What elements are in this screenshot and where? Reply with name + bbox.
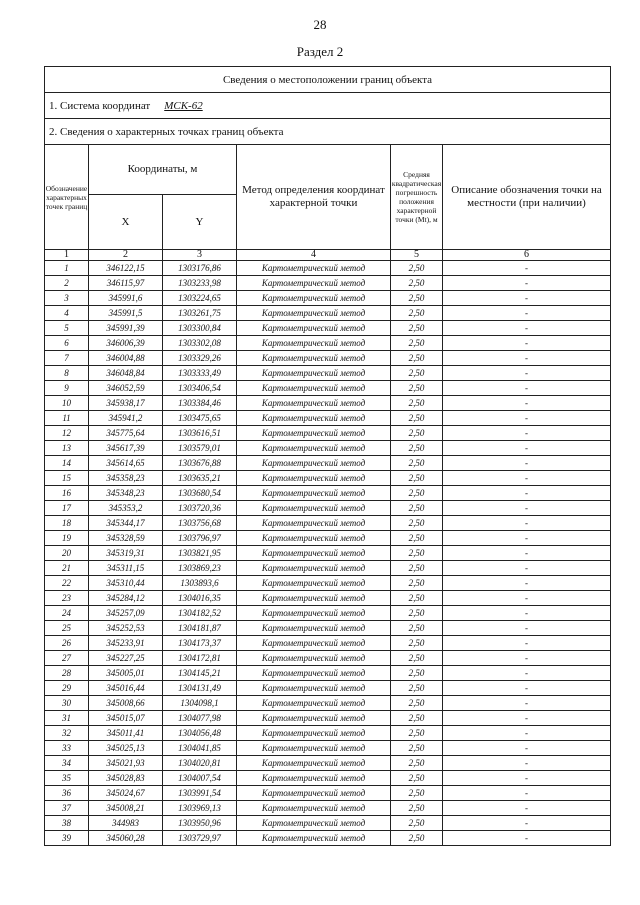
y-coordinate-cell: 1304041,85 bbox=[163, 741, 237, 756]
method-cell: Картометрический метод bbox=[237, 501, 391, 516]
y-coordinate-cell: 1303224,65 bbox=[163, 291, 237, 306]
table-row bbox=[45, 726, 611, 741]
table-row bbox=[45, 741, 611, 756]
y-coordinate-cell: 1303969,13 bbox=[163, 801, 237, 816]
x-coordinate-cell: 345227,25 bbox=[89, 651, 163, 666]
error-cell: 2,50 bbox=[391, 396, 443, 411]
point-number-cell: 14 bbox=[45, 456, 89, 471]
point-number-cell: 35 bbox=[45, 771, 89, 786]
y-coordinate-cell: 1303616,51 bbox=[163, 426, 237, 441]
description-cell: - bbox=[443, 276, 611, 291]
error-cell: 2,50 bbox=[391, 621, 443, 636]
table-row bbox=[45, 696, 611, 711]
point-number-cell: 37 bbox=[45, 801, 89, 816]
method-cell: Картометрический метод bbox=[237, 531, 391, 546]
method-cell: Картометрический метод bbox=[237, 681, 391, 696]
error-cell: 2,50 bbox=[391, 756, 443, 771]
y-coordinate-cell: 1303676,88 bbox=[163, 456, 237, 471]
y-coordinate-cell: 1303991,54 bbox=[163, 786, 237, 801]
table-row bbox=[45, 651, 611, 666]
x-coordinate-cell: 345353,2 bbox=[89, 501, 163, 516]
point-number-cell: 30 bbox=[45, 696, 89, 711]
table-row bbox=[45, 501, 611, 516]
error-cell: 2,50 bbox=[391, 441, 443, 456]
header-designation: Обозначение характерных точек границ bbox=[45, 145, 89, 250]
y-coordinate-cell: 1303261,75 bbox=[163, 306, 237, 321]
table-row bbox=[45, 306, 611, 321]
point-number-cell: 39 bbox=[45, 831, 89, 846]
point-number-cell: 27 bbox=[45, 651, 89, 666]
y-coordinate-cell: 1304020,81 bbox=[163, 756, 237, 771]
table-row bbox=[45, 381, 611, 396]
table-row bbox=[45, 411, 611, 426]
x-coordinate-cell: 345252,53 bbox=[89, 621, 163, 636]
table-row bbox=[45, 666, 611, 681]
method-cell: Картометрический метод bbox=[237, 636, 391, 651]
y-coordinate-cell: 1304077,98 bbox=[163, 711, 237, 726]
point-number-cell: 32 bbox=[45, 726, 89, 741]
method-cell: Картометрический метод bbox=[237, 396, 391, 411]
error-cell: 2,50 bbox=[391, 516, 443, 531]
coordinate-system-label: 1. Система координат bbox=[49, 99, 151, 112]
x-coordinate-cell: 345060,28 bbox=[89, 831, 163, 846]
point-number-cell: 22 bbox=[45, 576, 89, 591]
method-cell: Картометрический метод bbox=[237, 666, 391, 681]
point-number-cell: 5 bbox=[45, 321, 89, 336]
table-row bbox=[45, 531, 611, 546]
method-cell: Картометрический метод bbox=[237, 651, 391, 666]
header-description: Описание обозначения точки на местности (при наличии) bbox=[443, 145, 611, 250]
x-coordinate-cell: 345016,44 bbox=[89, 681, 163, 696]
y-coordinate-cell: 1304173,37 bbox=[163, 636, 237, 651]
description-cell: - bbox=[443, 696, 611, 711]
point-number-cell: 8 bbox=[45, 366, 89, 381]
point-number-cell: 26 bbox=[45, 636, 89, 651]
table-row bbox=[45, 471, 611, 486]
method-cell: Картометрический метод bbox=[237, 801, 391, 816]
y-coordinate-cell: 1304131,49 bbox=[163, 681, 237, 696]
method-cell: Картометрический метод bbox=[237, 546, 391, 561]
error-cell: 2,50 bbox=[391, 831, 443, 846]
y-coordinate-cell: 1304182,52 bbox=[163, 606, 237, 621]
description-cell: - bbox=[443, 321, 611, 336]
error-cell: 2,50 bbox=[391, 771, 443, 786]
point-number-cell: 29 bbox=[45, 681, 89, 696]
header-method: Метод определения координат характерной точки bbox=[237, 145, 391, 250]
description-cell: - bbox=[443, 426, 611, 441]
method-cell: Картометрический метод bbox=[237, 261, 391, 276]
table-row bbox=[45, 771, 611, 786]
error-cell: 2,50 bbox=[391, 606, 443, 621]
point-number-cell: 21 bbox=[45, 561, 89, 576]
column-number: 5 bbox=[391, 250, 443, 261]
method-cell: Картометрический метод bbox=[237, 771, 391, 786]
header-y: Y bbox=[163, 195, 237, 250]
y-coordinate-cell: 1304181,87 bbox=[163, 621, 237, 636]
x-coordinate-cell: 345008,66 bbox=[89, 696, 163, 711]
table-row bbox=[45, 261, 611, 276]
table-row bbox=[45, 576, 611, 591]
x-coordinate-cell: 345011,41 bbox=[89, 726, 163, 741]
point-number-cell: 13 bbox=[45, 441, 89, 456]
method-cell: Картометрический метод bbox=[237, 471, 391, 486]
error-cell: 2,50 bbox=[391, 426, 443, 441]
table-row bbox=[45, 756, 611, 771]
description-cell: - bbox=[443, 591, 611, 606]
description-cell: - bbox=[443, 261, 611, 276]
y-coordinate-cell: 1303821,95 bbox=[163, 546, 237, 561]
method-cell: Картометрический метод bbox=[237, 321, 391, 336]
y-coordinate-cell: 1303893,6 bbox=[163, 576, 237, 591]
method-cell: Картометрический метод bbox=[237, 486, 391, 501]
description-cell: - bbox=[443, 561, 611, 576]
method-cell: Картометрический метод bbox=[237, 591, 391, 606]
description-cell: - bbox=[443, 546, 611, 561]
points-section-label: 2. Сведения о характерных точках границ объекта bbox=[45, 119, 611, 145]
error-cell: 2,50 bbox=[391, 336, 443, 351]
table-row bbox=[45, 636, 611, 651]
x-coordinate-cell: 345991,6 bbox=[89, 291, 163, 306]
error-cell: 2,50 bbox=[391, 276, 443, 291]
description-cell: - bbox=[443, 441, 611, 456]
error-cell: 2,50 bbox=[391, 801, 443, 816]
description-cell: - bbox=[443, 636, 611, 651]
method-cell: Картометрический метод bbox=[237, 426, 391, 441]
y-coordinate-cell: 1303233,98 bbox=[163, 276, 237, 291]
description-cell: - bbox=[443, 651, 611, 666]
method-cell: Картометрический метод bbox=[237, 561, 391, 576]
column-number: 6 bbox=[443, 250, 611, 261]
point-number-cell: 34 bbox=[45, 756, 89, 771]
error-cell: 2,50 bbox=[391, 666, 443, 681]
description-cell: - bbox=[443, 666, 611, 681]
coordinate-system-row bbox=[45, 93, 611, 119]
y-coordinate-cell: 1303475,65 bbox=[163, 411, 237, 426]
point-number-cell: 10 bbox=[45, 396, 89, 411]
description-cell: - bbox=[443, 816, 611, 831]
point-number-cell: 28 bbox=[45, 666, 89, 681]
description-cell: - bbox=[443, 711, 611, 726]
point-number-cell: 23 bbox=[45, 591, 89, 606]
description-cell: - bbox=[443, 351, 611, 366]
x-coordinate-cell: 345024,67 bbox=[89, 786, 163, 801]
x-coordinate-cell: 345015,07 bbox=[89, 711, 163, 726]
error-cell: 2,50 bbox=[391, 786, 443, 801]
table-row bbox=[45, 546, 611, 561]
y-coordinate-cell: 1303950,96 bbox=[163, 816, 237, 831]
error-cell: 2,50 bbox=[391, 741, 443, 756]
error-cell: 2,50 bbox=[391, 321, 443, 336]
point-number-cell: 33 bbox=[45, 741, 89, 756]
point-number-cell: 18 bbox=[45, 516, 89, 531]
description-cell: - bbox=[443, 801, 611, 816]
error-cell: 2,50 bbox=[391, 561, 443, 576]
description-cell: - bbox=[443, 306, 611, 321]
method-cell: Картометрический метод bbox=[237, 291, 391, 306]
y-coordinate-cell: 1303869,23 bbox=[163, 561, 237, 576]
description-cell: - bbox=[443, 756, 611, 771]
header-coordinates: Координаты, м bbox=[89, 145, 237, 195]
error-cell: 2,50 bbox=[391, 471, 443, 486]
x-coordinate-cell: 346048,84 bbox=[89, 366, 163, 381]
description-cell: - bbox=[443, 471, 611, 486]
y-coordinate-cell: 1303333,49 bbox=[163, 366, 237, 381]
description-cell: - bbox=[443, 486, 611, 501]
table-row bbox=[45, 516, 611, 531]
method-cell: Картометрический метод bbox=[237, 816, 391, 831]
table-row bbox=[45, 621, 611, 636]
error-cell: 2,50 bbox=[391, 711, 443, 726]
x-coordinate-cell: 345938,17 bbox=[89, 396, 163, 411]
point-number-cell: 6 bbox=[45, 336, 89, 351]
x-coordinate-cell: 345991,39 bbox=[89, 321, 163, 336]
description-cell: - bbox=[443, 681, 611, 696]
points-table-body bbox=[45, 261, 611, 846]
x-coordinate-cell: 345008,21 bbox=[89, 801, 163, 816]
error-cell: 2,50 bbox=[391, 381, 443, 396]
description-cell: - bbox=[443, 531, 611, 546]
description-cell: - bbox=[443, 366, 611, 381]
description-cell: - bbox=[443, 516, 611, 531]
method-cell: Картометрический метод bbox=[237, 306, 391, 321]
error-cell: 2,50 bbox=[391, 636, 443, 651]
error-cell: 2,50 bbox=[391, 306, 443, 321]
x-coordinate-cell: 345941,2 bbox=[89, 411, 163, 426]
description-cell: - bbox=[443, 771, 611, 786]
point-number-cell: 31 bbox=[45, 711, 89, 726]
method-cell: Картометрический метод bbox=[237, 336, 391, 351]
description-cell: - bbox=[443, 501, 611, 516]
method-cell: Картометрический метод bbox=[237, 756, 391, 771]
y-coordinate-cell: 1304172,81 bbox=[163, 651, 237, 666]
table-row bbox=[45, 321, 611, 336]
error-cell: 2,50 bbox=[391, 366, 443, 381]
y-coordinate-cell: 1303635,21 bbox=[163, 471, 237, 486]
error-cell: 2,50 bbox=[391, 501, 443, 516]
method-cell: Картометрический метод bbox=[237, 711, 391, 726]
method-cell: Картометрический метод bbox=[237, 456, 391, 471]
method-cell: Картометрический метод bbox=[237, 276, 391, 291]
y-coordinate-cell: 1303680,54 bbox=[163, 486, 237, 501]
x-coordinate-cell: 345991,5 bbox=[89, 306, 163, 321]
table-row bbox=[45, 276, 611, 291]
column-number: 2 bbox=[89, 250, 163, 261]
x-coordinate-cell: 345617,39 bbox=[89, 441, 163, 456]
boundary-points-table bbox=[44, 66, 611, 846]
x-coordinate-cell: 345344,17 bbox=[89, 516, 163, 531]
x-coordinate-cell: 346052,59 bbox=[89, 381, 163, 396]
x-coordinate-cell: 345028,83 bbox=[89, 771, 163, 786]
error-cell: 2,50 bbox=[391, 546, 443, 561]
table-row bbox=[45, 396, 611, 411]
description-cell: - bbox=[443, 381, 611, 396]
y-coordinate-cell: 1303729,97 bbox=[163, 831, 237, 846]
x-coordinate-cell: 345233,91 bbox=[89, 636, 163, 651]
table-row bbox=[45, 486, 611, 501]
table-row bbox=[45, 606, 611, 621]
column-number: 4 bbox=[237, 250, 391, 261]
x-coordinate-cell: 345310,44 bbox=[89, 576, 163, 591]
error-cell: 2,50 bbox=[391, 726, 443, 741]
x-coordinate-cell: 346115,97 bbox=[89, 276, 163, 291]
y-coordinate-cell: 1303579,01 bbox=[163, 441, 237, 456]
description-cell: - bbox=[443, 456, 611, 471]
x-coordinate-cell: 345775,64 bbox=[89, 426, 163, 441]
y-coordinate-cell: 1304056,48 bbox=[163, 726, 237, 741]
method-cell: Картометрический метод bbox=[237, 351, 391, 366]
point-number-cell: 11 bbox=[45, 411, 89, 426]
description-cell: - bbox=[443, 786, 611, 801]
error-cell: 2,50 bbox=[391, 291, 443, 306]
section-title: Раздел 2 bbox=[296, 44, 344, 59]
method-cell: Картометрический метод bbox=[237, 831, 391, 846]
description-cell: - bbox=[443, 831, 611, 846]
error-cell: 2,50 bbox=[391, 816, 443, 831]
x-coordinate-cell: 345284,12 bbox=[89, 591, 163, 606]
point-number-cell: 4 bbox=[45, 306, 89, 321]
x-coordinate-cell: 345257,09 bbox=[89, 606, 163, 621]
method-cell: Картометрический метод bbox=[237, 366, 391, 381]
x-coordinate-cell: 345021,93 bbox=[89, 756, 163, 771]
y-coordinate-cell: 1303384,46 bbox=[163, 396, 237, 411]
point-number-cell: 3 bbox=[45, 291, 89, 306]
page-number: 28 bbox=[313, 17, 327, 32]
method-cell: Картометрический метод bbox=[237, 606, 391, 621]
method-cell: Картометрический метод bbox=[237, 621, 391, 636]
table-row bbox=[45, 366, 611, 381]
method-cell: Картометрический метод bbox=[237, 576, 391, 591]
y-coordinate-cell: 1304016,35 bbox=[163, 591, 237, 606]
table-title: Сведения о местоположении границ объекта bbox=[45, 67, 611, 93]
column-number: 3 bbox=[163, 250, 237, 261]
point-number-cell: 17 bbox=[45, 501, 89, 516]
point-number-cell: 7 bbox=[45, 351, 89, 366]
description-cell: - bbox=[443, 336, 611, 351]
x-coordinate-cell: 345025,13 bbox=[89, 741, 163, 756]
table-row bbox=[45, 831, 611, 846]
x-coordinate-cell: 345311,15 bbox=[89, 561, 163, 576]
table-row bbox=[45, 816, 611, 831]
method-cell: Картометрический метод bbox=[237, 516, 391, 531]
table-row bbox=[45, 561, 611, 576]
x-coordinate-cell: 344983 bbox=[89, 816, 163, 831]
point-number-cell: 16 bbox=[45, 486, 89, 501]
description-cell: - bbox=[443, 741, 611, 756]
method-cell: Картометрический метод bbox=[237, 786, 391, 801]
x-coordinate-cell: 346006,39 bbox=[89, 336, 163, 351]
error-cell: 2,50 bbox=[391, 351, 443, 366]
point-number-cell: 25 bbox=[45, 621, 89, 636]
x-coordinate-cell: 345005,01 bbox=[89, 666, 163, 681]
error-cell: 2,50 bbox=[391, 591, 443, 606]
x-coordinate-cell: 346122,15 bbox=[89, 261, 163, 276]
table-row bbox=[45, 681, 611, 696]
y-coordinate-cell: 1304007,54 bbox=[163, 771, 237, 786]
table-row bbox=[45, 591, 611, 606]
method-cell: Картометрический метод bbox=[237, 741, 391, 756]
point-number-cell: 2 bbox=[45, 276, 89, 291]
point-number-cell: 1 bbox=[45, 261, 89, 276]
column-numbers-row bbox=[45, 250, 611, 261]
error-cell: 2,50 bbox=[391, 696, 443, 711]
x-coordinate-cell: 346004,88 bbox=[89, 351, 163, 366]
y-coordinate-cell: 1303302,08 bbox=[163, 336, 237, 351]
method-cell: Картометрический метод bbox=[237, 381, 391, 396]
description-cell: - bbox=[443, 726, 611, 741]
x-coordinate-cell: 345319,31 bbox=[89, 546, 163, 561]
description-cell: - bbox=[443, 396, 611, 411]
table-row bbox=[45, 441, 611, 456]
y-coordinate-cell: 1303720,36 bbox=[163, 501, 237, 516]
y-coordinate-cell: 1303796,97 bbox=[163, 531, 237, 546]
error-cell: 2,50 bbox=[391, 576, 443, 591]
error-cell: 2,50 bbox=[391, 681, 443, 696]
table-row bbox=[45, 711, 611, 726]
method-cell: Картометрический метод bbox=[237, 441, 391, 456]
x-coordinate-cell: 345348,23 bbox=[89, 486, 163, 501]
point-number-cell: 38 bbox=[45, 816, 89, 831]
method-cell: Картометрический метод bbox=[237, 411, 391, 426]
x-coordinate-cell: 345614,65 bbox=[89, 456, 163, 471]
point-number-cell: 12 bbox=[45, 426, 89, 441]
x-coordinate-cell: 345328,59 bbox=[89, 531, 163, 546]
y-coordinate-cell: 1303756,68 bbox=[163, 516, 237, 531]
method-cell: Картометрический метод bbox=[237, 696, 391, 711]
point-number-cell: 20 bbox=[45, 546, 89, 561]
description-cell: - bbox=[443, 411, 611, 426]
y-coordinate-cell: 1303329,26 bbox=[163, 351, 237, 366]
description-cell: - bbox=[443, 606, 611, 621]
y-coordinate-cell: 1304145,21 bbox=[163, 666, 237, 681]
y-coordinate-cell: 1304098,1 bbox=[163, 696, 237, 711]
error-cell: 2,50 bbox=[391, 486, 443, 501]
point-number-cell: 19 bbox=[45, 531, 89, 546]
y-coordinate-cell: 1303176,86 bbox=[163, 261, 237, 276]
description-cell: - bbox=[443, 621, 611, 636]
point-number-cell: 9 bbox=[45, 381, 89, 396]
error-cell: 2,50 bbox=[391, 531, 443, 546]
y-coordinate-cell: 1303406,54 bbox=[163, 381, 237, 396]
error-cell: 2,50 bbox=[391, 411, 443, 426]
table-row bbox=[45, 456, 611, 471]
description-cell: - bbox=[443, 576, 611, 591]
table-row bbox=[45, 426, 611, 441]
table-row bbox=[45, 291, 611, 306]
point-number-cell: 15 bbox=[45, 471, 89, 486]
point-number-cell: 36 bbox=[45, 786, 89, 801]
table-row bbox=[45, 786, 611, 801]
table-row bbox=[45, 351, 611, 366]
y-coordinate-cell: 1303300,84 bbox=[163, 321, 237, 336]
error-cell: 2,50 bbox=[391, 456, 443, 471]
method-cell: Картометрический метод bbox=[237, 726, 391, 741]
error-cell: 2,50 bbox=[391, 651, 443, 666]
coordinate-system-value: МСК-62 bbox=[164, 99, 203, 112]
table-row bbox=[45, 336, 611, 351]
x-coordinate-cell: 345358,23 bbox=[89, 471, 163, 486]
description-cell: - bbox=[443, 291, 611, 306]
header-x: X bbox=[89, 195, 163, 250]
column-number: 1 bbox=[45, 250, 89, 261]
error-cell: 2,50 bbox=[391, 261, 443, 276]
table-row bbox=[45, 801, 611, 816]
point-number-cell: 24 bbox=[45, 606, 89, 621]
header-error: Средняя квадратическая погрешность положения характерной точки (Mt), м bbox=[391, 145, 443, 250]
